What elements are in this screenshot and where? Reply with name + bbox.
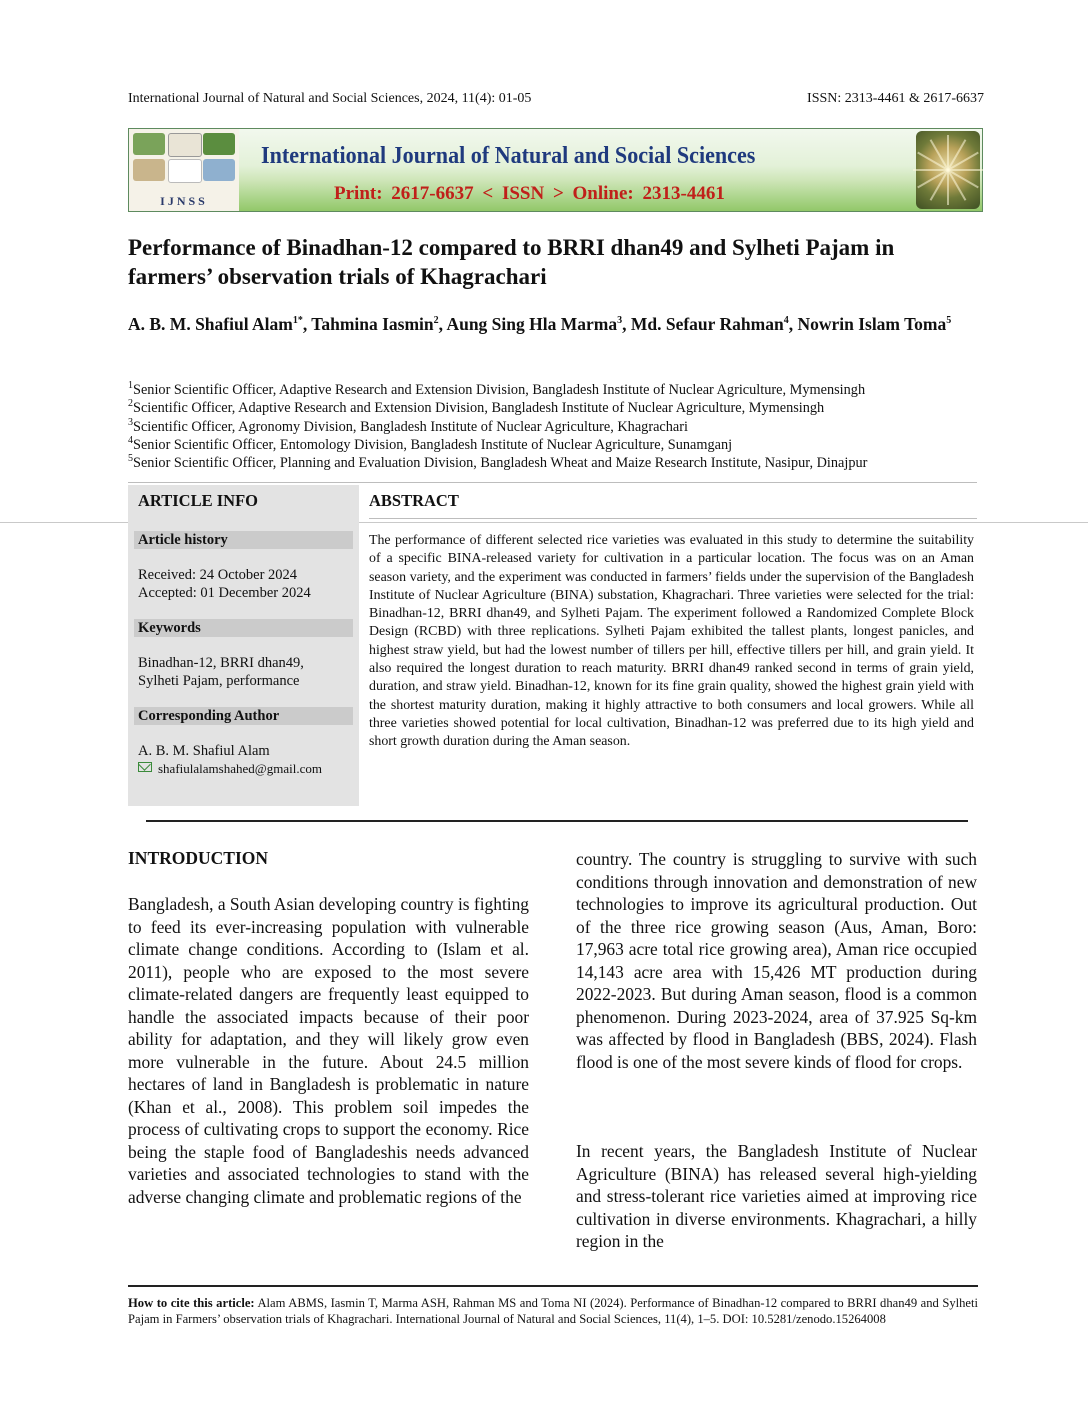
affiliation-item xyxy=(128,454,988,472)
affiliation-text: Senior Scientific Officer, Entomology Division, Bangladesh Institute of Nuclear Agriculture, Sunamganj xyxy=(133,436,733,453)
keywords-label: Keywords xyxy=(134,619,353,637)
running-header-left: International Journal of Natural and Social Sciences, 2024, 11(4): 01-05 xyxy=(128,91,532,106)
author-name: Md. Sefaur Rahman xyxy=(630,314,784,334)
author-list: A. B. M. Shafiul Alam$^{1*}$, Tahmina Iasmin$^2$, Aung Sing Hla Marma$^3$, Md. Sefaur Rahman$^4$, Nowrin Islam Toma$^5$ xyxy=(128,314,952,334)
author-mark: 4 xyxy=(783,315,789,327)
cactus-image xyxy=(916,131,980,209)
corresponding-email[interactable]: shafiulalamshahed@gmail.com xyxy=(158,761,322,776)
affiliation-text: Senior Scientific Officer, Planning and Evaluation Division, Bangladesh Wheat and Maize Research Institute, Nasipur, Dinajpur xyxy=(133,455,868,472)
article-info-heading: ARTICLE INFO xyxy=(138,491,258,510)
corresponding-author-label: Corresponding Author xyxy=(134,707,353,725)
divider xyxy=(128,482,977,483)
affiliation-item xyxy=(128,418,988,436)
banner-issn-line: Print: 2617-6637 < ISSN > Online: 2313-4461 xyxy=(334,183,725,204)
affiliation-text: Scientific Officer, Agronomy Division, Bangladesh Institute of Nuclear Agriculture, Khagrachari xyxy=(133,418,688,435)
affiliation-number: 1 xyxy=(128,380,133,392)
banner-journal-name: International Journal of Natural and Social Sciences xyxy=(261,143,756,169)
envelope-icon xyxy=(138,762,152,772)
citation-label: How to cite this article: xyxy=(128,1296,255,1310)
affiliation-item xyxy=(128,381,988,399)
article-info-panel xyxy=(128,485,359,806)
keywords-line: Sylheti Pajam, performance xyxy=(138,673,300,689)
author-mark: 2 xyxy=(433,315,439,327)
divider xyxy=(146,820,968,822)
accepted-date: Accepted: 01 December 2024 xyxy=(138,585,311,601)
affiliation-text: Scientific Officer, Adaptive Research and Extension Division, Bangladesh Institute of Nuclear Agriculture, Mymensingh xyxy=(133,400,825,417)
citation-text: Alam ABMS, Iasmin T, Marma ASH, Rahman MS and Toma NI (2024). Performance of Binadhan-12 compared to BRRI dhan49 and Sylheti Pajam in Farmers’ observation trials of Khagrachari. International Journal of Natural and Social Sciences, 11(4), 1–5. DOI: 10.5281/zenodo.15264008 xyxy=(128,1296,978,1326)
introduction-heading: INTRODUCTION xyxy=(128,848,269,868)
affiliation-number: 3 xyxy=(128,416,133,428)
divider xyxy=(369,518,977,519)
author-name: Tahmina Iasmin xyxy=(311,314,434,334)
author-name: Nowrin Islam Toma xyxy=(797,314,947,334)
intro-paragraph-right-2: In recent years, the Bangladesh Institute of Nuclear Agriculture (BINA) has released several high-yielding and stress-tolerant rice varieties aimed at improving rice cultivation in diverse environments. Khagrachari, a hilly region in the xyxy=(576,1141,977,1251)
author-mark: 1* xyxy=(292,315,303,327)
affiliation-list xyxy=(128,381,988,472)
divider xyxy=(128,1285,978,1287)
author-name: A. B. M. Shafiul Alam xyxy=(128,314,293,334)
intro-paragraph-right-1: country. The country is struggling to survive with such conditions through innovation and demonstration of new technologies to improve its agricultural production. Out of the three rice growing season (Aus, Aman, Boro: 17,963 acre total rice growing area), Aman rice occupied 14,143 acre area with 15,426 MT production during 2022-2023. But during Aman season, flood is a common phenomenon. During 2023-2024, area of 37.925 Sq-km was affected by flood in Bangladesh (BBS, 2024). Flash flood is one of the most severe kinds of flood for crops. xyxy=(576,849,977,1072)
affiliation-number: 2 xyxy=(128,398,133,410)
affiliation-number: 5 xyxy=(128,453,133,465)
article-history-label: Article history xyxy=(134,531,353,549)
affiliation-number: 4 xyxy=(128,435,133,447)
affiliation-item xyxy=(128,436,988,454)
abstract-heading: ABSTRACT xyxy=(369,491,459,510)
banner-image-collage xyxy=(129,129,239,211)
affiliation-text: Senior Scientific Officer, Adaptive Research and Extension Division, Bangladesh Institute of Nuclear Agriculture, Mymensingh xyxy=(133,382,866,398)
keywords-line: Binadhan-12, BRRI dhan49, xyxy=(138,655,304,671)
author-mark: 5 xyxy=(946,315,952,327)
author-name: Aung Sing Hla Marma xyxy=(446,314,618,334)
abstract-text: The performance of different selected rice varieties was evaluated in this study to determine the suitability of a specific BINA-released variety for cultivation in a particular location. The focus was on an Aman season variety, and the experiment was conducted in farmers’ fields under the supervision of the Bangladesh Institute of Nuclear Agriculture (BINA) substation, Khagrachari. Three varieties were selected for the trial: Binadhan-12, BRRI dhan49, and Sylheti Pajam. The experiment followed a Randomized Complete Block Design (RCBD) with three replications. Sylheti Pajam exhibited the tallest plants, longest panicles, and highest straw yield, but had the lowest number of tillers per hill, effective tillers per hill, and grain yield. It also required the longest duration to reach maturity. BRRI dhan49 ranked second in terms of grain yield, duration, and straw yield. Binadhan-12, known for its fine grain quality, showed the highest grain yield with the shortest maturity duration, making it highly attractive to both consumers and local growers. While all three varieties showed potential for local cultivation, Binadhan-12 was preferred due to its high yield and short growth duration during the Aman season. xyxy=(369,533,974,750)
affiliation-item xyxy=(128,399,988,417)
running-header-right: ISSN: 2313-4461 & 2617-6637 xyxy=(807,91,984,106)
citation-note xyxy=(128,1296,978,1327)
corresponding-author-name: A. B. M. Shafiul Alam xyxy=(138,743,270,759)
journal-banner xyxy=(128,128,983,212)
author-mark: 3 xyxy=(617,315,623,327)
received-date: Received: 24 October 2024 xyxy=(138,567,298,583)
journal-abbreviation: IJNSS xyxy=(160,194,208,208)
intro-paragraph-left: Bangladesh, a South Asian developing country is fighting to feed its ever-increasing population with vulnerable climate change conditions. According to (Islam et al. 2011), people who are exposed to the most severe climate-related dangers are frequently least equipped to handle the associated impacts because of their poor ability for adaptation, and they will likely grow even more vulnerable in the future. About 24.5 million hectares of land in Bangladesh is problematic in nature (Khan et al., 2008). This problem soil impedes the process of cultivating crops to support the economy. Rice being the staple food of Bangladeshis needs advanced varieties and associated technologies to stand with the adverse changing climate and problematic regions of the xyxy=(128,894,529,1207)
corresponding-email-row xyxy=(138,760,322,778)
paper-title: Performance of Binadhan-12 compared to BRRI dhan49 and Sylheti Pajam in farmers’ observation trials of Khagrachari xyxy=(128,235,895,289)
